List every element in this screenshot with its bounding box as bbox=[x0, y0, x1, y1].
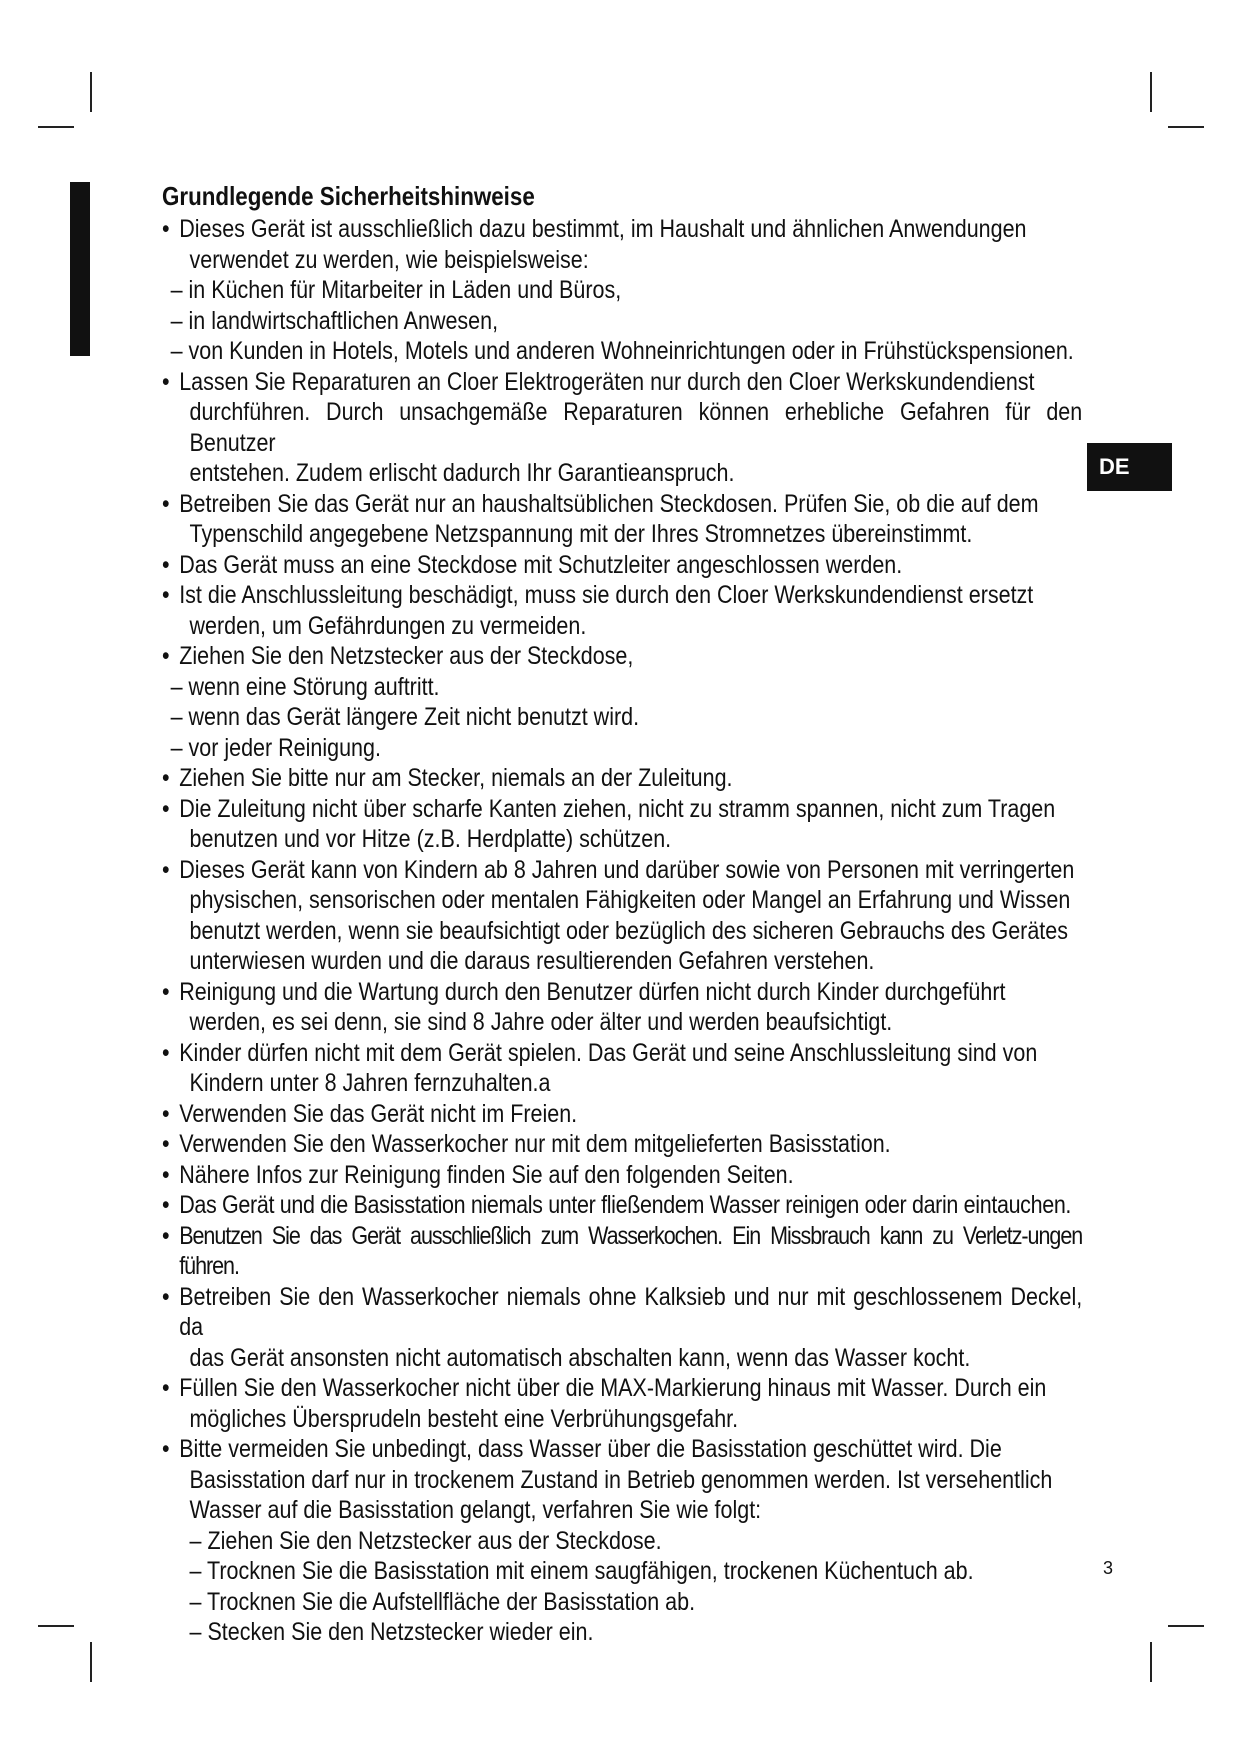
sub-list-item: – von Kunden in Hotels, Motels und anderen Wohneinrichtungen oder in Frühstückspensionen. bbox=[170, 337, 1074, 365]
sub-list-item: – Ziehen Sie den Netzstecker aus der Steckdose. bbox=[189, 1526, 662, 1555]
crop-mark bbox=[1168, 126, 1204, 128]
sub-list-item: – wenn das Gerät längere Zeit nicht benutzt wird. bbox=[170, 703, 640, 731]
crop-mark bbox=[38, 1625, 74, 1627]
list-item: • Das Gerät muss an eine Steckdose mit Schutzleiter angeschlossen werden. bbox=[162, 550, 1082, 581]
page-title: Grundlegende Sicherheitshinweise bbox=[162, 181, 535, 211]
list-item: • Reinigung und die Wartung durch den Benutzer dürfen nicht durch Kinder durchgeführt werden, es sei denn, sie sind 8 Jahre oder älter und werden beaufsichtigt. bbox=[162, 977, 1082, 1038]
sub-list-item: – Stecken Sie den Netzstecker wieder ein. bbox=[189, 1618, 594, 1646]
list-item: • Dieses Gerät kann von Kindern ab 8 Jahren und darüber sowie von Personen mit verringerten physischen, sensorischen oder mentalen Fähigkeiten oder Mangel an Erfahrung und Wissen benutzt werden, wenn sie beaufsichtigt oder bezüglich des sicheren Gebrauchs des Gerätes unterwiesen wurden und die daraus resultierenden Gefahren verstehen. bbox=[162, 855, 1082, 977]
list-item: • Die Zuleitung nicht über scharfe Kanten ziehen, nicht zu stramm spannen, nicht zum Tragen benutzen und vor Hitze (z.B. Herdplatte) schützen. bbox=[162, 794, 1082, 855]
list-item: • Verwenden Sie den Wasserkocher nur mit dem mitgelieferten Basisstation. bbox=[162, 1129, 1082, 1160]
list-item: • Kinder dürfen nicht mit dem Gerät spielen. Das Gerät und seine Anschlussleitung sind von Kindern unter 8 Jahren fernzuhalten.a bbox=[162, 1038, 1082, 1099]
list-item: • Verwenden Sie das Gerät nicht im Freien. bbox=[162, 1099, 1082, 1130]
list-item: • Dieses Gerät ist ausschließlich dazu bestimmt, im Haushalt und ähnlichen Anwendungen verwendet zu werden, wie beispielsweise: bbox=[162, 214, 1082, 275]
list-item: • Füllen Sie den Wasserkocher nicht über die MAX-Markierung hinaus mit Wasser. Durch ein mögliches Übersprudeln besteht eine Verbrühungsgefahr. bbox=[162, 1373, 1082, 1434]
sub-list-item: – Trocknen Sie die Aufstellfläche der Basisstation ab. bbox=[189, 1587, 696, 1616]
language-tab: DE bbox=[1087, 443, 1172, 491]
list-item: • Betreiben Sie das Gerät nur an haushaltsüblichen Steckdosen. Prüfen Sie, ob die auf dem Typenschild angegebene Netzspannung mit der Ihres Stromnetzes übereinstimmt. bbox=[162, 489, 1082, 550]
sub-list-item: – in Küchen für Mitarbeiter in Läden und Büros, bbox=[170, 276, 622, 304]
list-item: • Ziehen Sie den Netzstecker aus der Steckdose, bbox=[162, 641, 1082, 672]
sub-list-item: – wenn eine Störung auftritt. bbox=[170, 672, 440, 701]
crop-mark bbox=[1150, 1642, 1152, 1682]
list-item: • Nähere Infos zur Reinigung finden Sie auf den folgenden Seiten. bbox=[162, 1160, 1082, 1191]
list-item: • Betreiben Sie den Wasserkocher niemals ohne Kalksieb und nur mit geschlossenem Deckel, da das Gerät ansonsten nicht automatisch abschalten kann, wenn das Wasser kocht. bbox=[162, 1282, 1082, 1374]
sub-list-item: – vor jeder Reinigung. bbox=[170, 733, 381, 762]
section-marker-bar bbox=[70, 182, 90, 356]
safety-instructions bbox=[162, 180, 1083, 1648]
crop-mark bbox=[1150, 72, 1152, 112]
list-item: • Ziehen Sie bitte nur am Stecker, niemals an der Zuleitung. bbox=[162, 763, 1082, 794]
sub-list-item: – in landwirtschaftlichen Anwesen, bbox=[170, 306, 499, 335]
list-item: • Ist die Anschlussleitung beschädigt, muss sie durch den Cloer Werkskundendienst ersetzt werden, um Gefährdungen zu vermeiden. bbox=[162, 580, 1082, 641]
list-item: • Das Gerät und die Basisstation niemals unter fließendem Wasser reinigen oder darin eintauchen. bbox=[162, 1190, 1082, 1221]
crop-mark bbox=[90, 1642, 92, 1682]
crop-mark bbox=[38, 126, 74, 128]
crop-mark bbox=[90, 72, 92, 112]
crop-mark bbox=[1168, 1625, 1204, 1627]
sub-list-item: – Trocknen Sie die Basisstation mit einem saugfähigen, trockenen Küchentuch ab. bbox=[189, 1557, 974, 1585]
list-item: • Lassen Sie Reparaturen an Cloer Elektrogeräten nur durch den Cloer Werkskundendienst durchführen. Durch unsachgemäße Reparaturen können erhebliche Gefahren für den Benutzer entstehen. Zudem erlischt dadurch Ihr Garantieanspruch. bbox=[162, 367, 1082, 489]
list-item: • Bitte vermeiden Sie unbedingt, dass Wasser über die Basisstation geschüttet wird. Die Basisstation darf nur in trockenem Zustand in Betrieb genommen werden. Ist versehentlich Wasser auf die Basisstation gelangt, verfahren Sie wie folgt: bbox=[162, 1434, 1082, 1526]
page-number: 3 bbox=[1103, 1558, 1114, 1578]
list-item: • Benutzen Sie das Gerät ausschließlich zum Wasserkochen. Ein Missbrauch kann zu Verletz-ungen führen. bbox=[162, 1221, 1082, 1282]
